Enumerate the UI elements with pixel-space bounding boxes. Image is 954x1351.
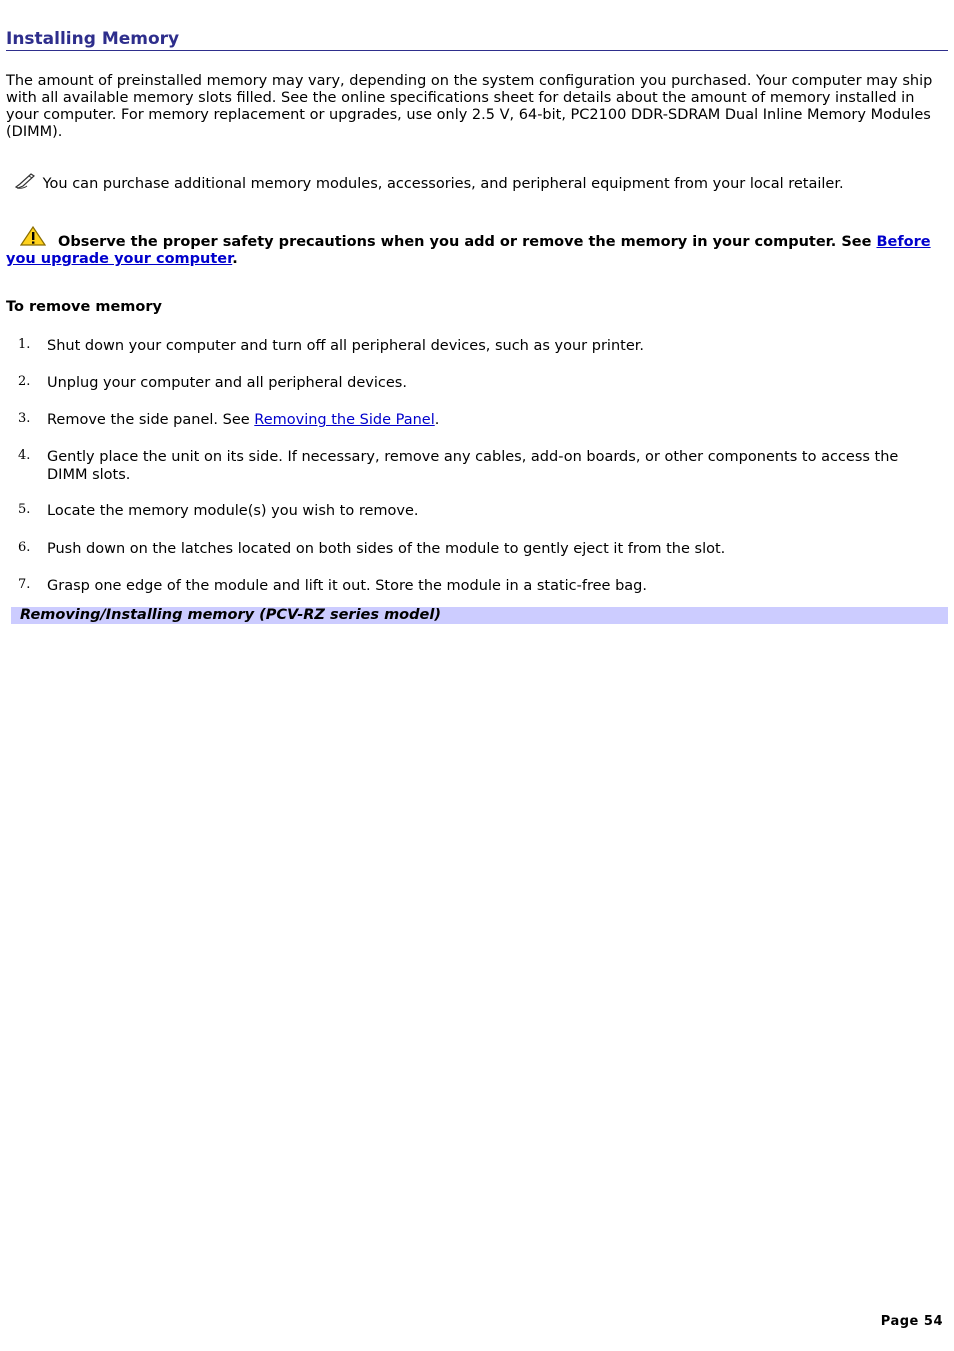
- step-number: 2.: [18, 374, 31, 389]
- step-text: Locate the memory module(s) you wish to remove.: [47, 503, 419, 519]
- procedure-title: To remove memory: [6, 299, 162, 315]
- step-number: 4.: [18, 448, 31, 463]
- step-text: Push down on the latches located on both sides of the module to gently eject it from the slot.: [47, 541, 726, 557]
- step-text: [47, 411, 917, 429]
- warning-text: Observe the proper safety precautions when you add or remove the memory in your computer. See: [58, 234, 877, 250]
- page-number: Page 54: [880, 1314, 943, 1329]
- warning: [6, 226, 946, 268]
- step-number: 3.: [18, 411, 31, 426]
- step-number: 1.: [18, 337, 31, 352]
- step-number: 6.: [18, 540, 31, 555]
- title-bar: [6, 29, 948, 51]
- note-text: You can purchase additional memory modules, accessories, and peripheral equipment from your local retailer.: [42, 176, 844, 192]
- step-text-pre: Remove the side panel. See: [47, 412, 255, 428]
- note-pencil-icon: [14, 176, 38, 192]
- step-text: Gently place the unit on its side. If necessary, remove any cables, add-on boards, or other components to access the DIMM slots.: [47, 449, 899, 483]
- warning-triangle-icon: [6, 226, 58, 251]
- section-banner: Removing/Installing memory (PCV-RZ series model): [11, 607, 948, 624]
- before-you-upgrade-link[interactable]: Before you upgrade your computer: [6, 234, 931, 267]
- intro-paragraph: The amount of preinstalled memory may vary, depending on the system configuration you purchased. Your computer may ship with all available memory slots filled. See the online specifications sheet for details about the amount of memory installed in your computer. For memory replacement or upgrades, use only 2.5 V, 64-bit, PC2100 DDR-SDRAM Dual Inline Memory Modules (DIMM).: [6, 73, 933, 140]
- step-number: 7.: [18, 577, 31, 592]
- removing-side-panel-link[interactable]: Removing the Side Panel: [254, 412, 435, 428]
- step-text-post: .: [434, 412, 440, 428]
- warning-end: .: [232, 251, 238, 267]
- step-text: Grasp one edge of the module and lift it out. Store the module in a static-free bag.: [47, 578, 647, 594]
- step-text: Shut down your computer and turn off all peripheral devices, such as your printer.: [47, 338, 644, 354]
- note: [14, 172, 954, 193]
- step-text: Unplug your computer and all peripheral devices.: [47, 375, 407, 391]
- step-number: 5.: [18, 502, 31, 517]
- page-title: Installing Memory: [6, 29, 180, 49]
